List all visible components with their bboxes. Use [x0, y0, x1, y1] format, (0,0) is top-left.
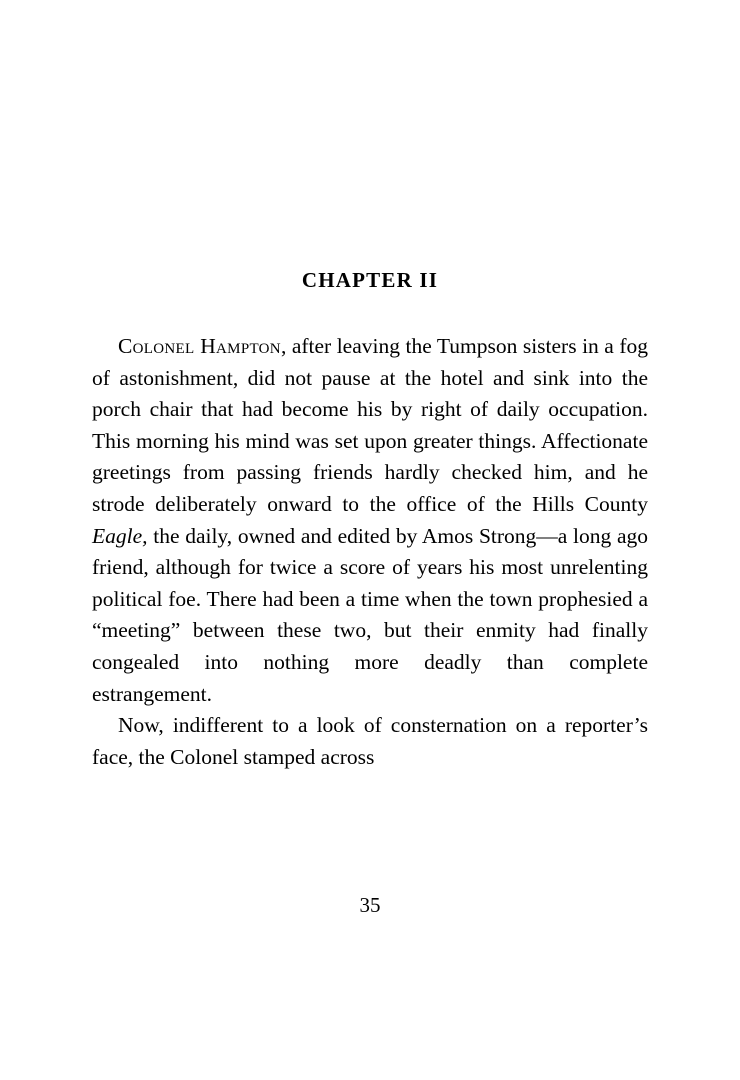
paragraph-2: Now, indifferent to a look of consternation on a reporter’s face, the Colonel stamped across [92, 713, 648, 769]
chapter-heading: CHAPTER II [301, 268, 439, 292]
page-number: 35 [359, 893, 381, 917]
paragraph-1-italic-title: Eagle, [92, 523, 148, 548]
paragraph-1-text-after-italic: the daily, owned and edited by Amos Strong—a long ago friend, although for twice a score of years his most unrelenting political foe. There had been a time when the town prophesied a “meeting” between these two, but their enmity had finally congealed into nothing more deadly than complete estrangement. [92, 523, 648, 706]
body-text [92, 331, 648, 773]
paragraph-1-text-before-italic: , after leaving the Tumpson sisters in a fog of astonishment, did not pause at the hotel and sink into the porch chair that had become his by right of daily occupation. This morning his mind was set upon greater things. Affectionate greetings from passing friends hardly checked him, and he strode deliberately onward to the office of the Hills County [92, 334, 649, 516]
page-content [92, 268, 648, 773]
paragraph-1 [92, 331, 648, 710]
paragraph-1-opening-smallcaps: Colonel Hampton [118, 334, 281, 358]
